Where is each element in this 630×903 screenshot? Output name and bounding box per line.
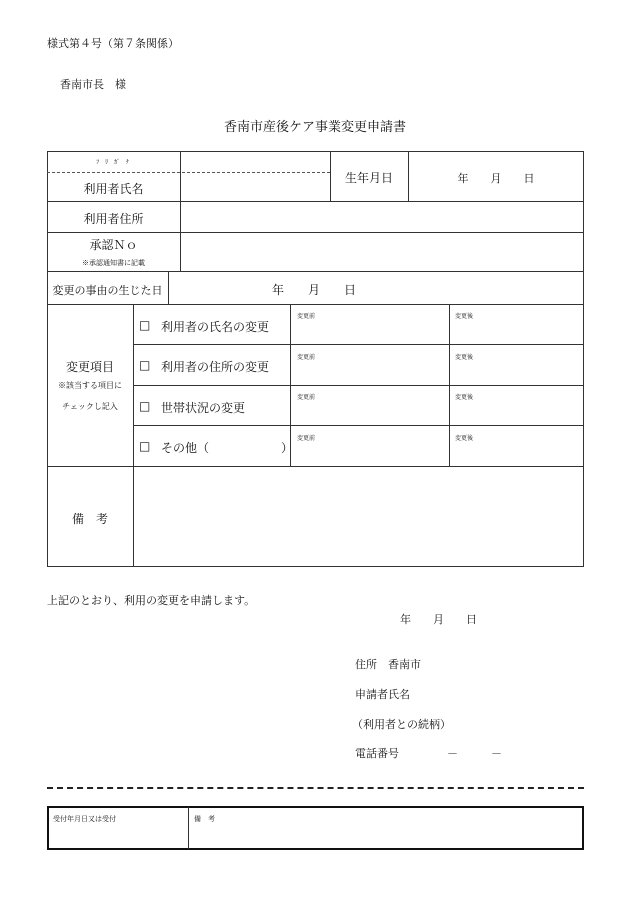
change-date-field[interactable]: 年 月 日 <box>272 283 357 297</box>
furigana-label: ﾌ ﾘ ｶﾞ ﾅ <box>96 159 131 166</box>
phone-dashes[interactable]: － － <box>447 747 502 760</box>
user-address-label: 利用者住所 <box>83 212 144 226</box>
form-title: 香南市産後ケア事業変更申請書 <box>223 120 406 135</box>
change-items-label: 変更項目 <box>65 360 114 374</box>
received-label: 受付年月日又は受付 <box>53 815 116 823</box>
after-label: 変更後 <box>455 313 474 320</box>
furigana-field[interactable] <box>182 153 328 171</box>
change-items-note-1: ※該当する項目に <box>58 381 122 390</box>
user-name-field[interactable] <box>182 174 328 200</box>
user-address-field[interactable] <box>182 203 582 231</box>
checkbox-household-change[interactable]: □ <box>139 399 151 413</box>
applicant-relation-label: （利用者との続柄） <box>352 718 451 731</box>
before-label: 変更前 <box>297 354 316 361</box>
option-household-change-label: 世帯状況の変更 <box>161 401 246 415</box>
form-number: 様式第４号（第７条関係） <box>47 37 179 50</box>
after-label: 変更後 <box>455 435 474 442</box>
checkbox-name-change[interactable]: □ <box>139 318 151 332</box>
remarks-label: 備 考 <box>71 512 108 526</box>
birth-date-label: 生年月日 <box>344 171 393 185</box>
statement: 上記のとおり、利用の変更を申請します。 <box>47 594 256 607</box>
change-date-label: 変更の事由の生じた日 <box>52 284 163 297</box>
option-address-change-label: 利用者の住所の変更 <box>161 360 270 374</box>
remarks-field[interactable] <box>135 468 582 565</box>
approval-no-field[interactable] <box>182 234 582 270</box>
change-items-note-2: チェックし記入 <box>62 402 118 411</box>
before-label: 変更前 <box>297 435 316 442</box>
applicant-name-label: 申請者氏名 <box>355 688 410 701</box>
approval-no-note: ※承認通知書に記載 <box>82 259 145 267</box>
user-name-label: 利用者氏名 <box>83 182 144 196</box>
addressee: 香南市長 様 <box>60 78 126 91</box>
checkbox-address-change[interactable]: □ <box>139 358 151 372</box>
phone-label: 電話番号 <box>355 747 399 760</box>
option-other-label: その他（ ） <box>161 441 294 455</box>
before-label: 変更前 <box>297 394 316 401</box>
checkbox-other[interactable]: □ <box>139 439 151 453</box>
cut-line <box>47 787 584 789</box>
office-remarks-label: 備 考 <box>194 815 215 823</box>
office-use-box <box>47 806 584 850</box>
option-name-change-label: 利用者の氏名の変更 <box>161 320 270 334</box>
after-label: 変更後 <box>455 394 474 401</box>
application-date[interactable]: 年 月 日 <box>400 613 477 626</box>
birth-date-field[interactable]: 年 月 日 <box>457 172 535 185</box>
after-label: 変更後 <box>455 354 474 361</box>
applicant-address: 住所 香南市 <box>355 658 421 671</box>
approval-no-label: 承認Ｎｏ <box>89 238 138 252</box>
before-label: 変更前 <box>297 313 316 320</box>
